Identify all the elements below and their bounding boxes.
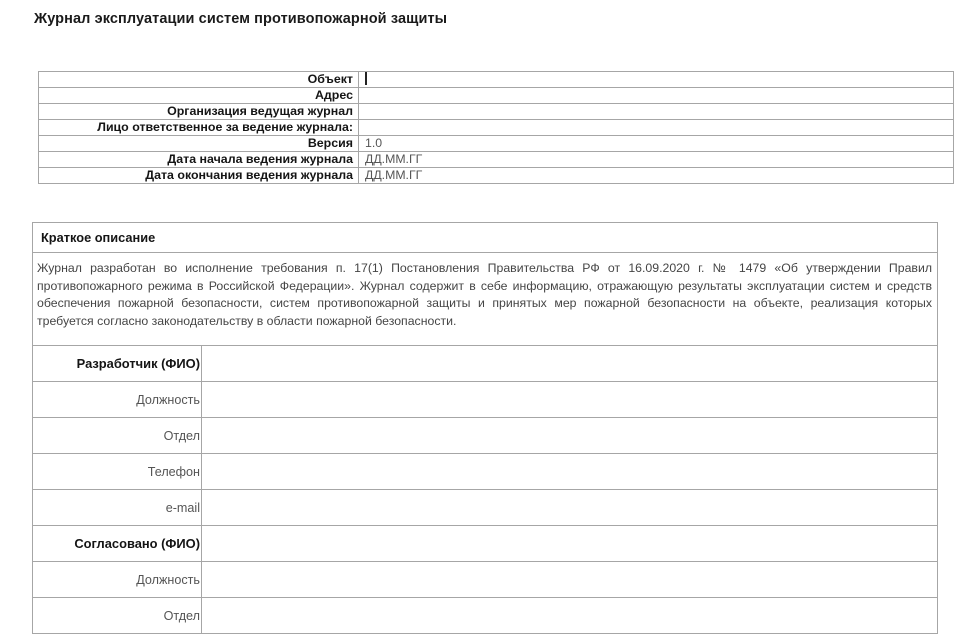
table-row — [39, 168, 954, 184]
people-label-developer-position: Должность — [33, 382, 202, 418]
meta-value-responsible-person[interactable] — [359, 120, 954, 136]
table-row — [39, 152, 954, 168]
short-description-table — [32, 222, 938, 358]
people-value-developer-position[interactable] — [202, 382, 938, 418]
table-row — [33, 454, 938, 490]
meta-label-address: Адрес — [39, 88, 359, 104]
meta-value-start-date[interactable]: ДД.ММ.ГГ — [359, 152, 954, 168]
people-label-developer-department: Отдел — [33, 418, 202, 454]
people-value-developer-department[interactable] — [202, 418, 938, 454]
table-row — [33, 598, 938, 634]
page-title: Журнал эксплуатации систем противопожарной защиты — [34, 11, 448, 27]
table-row — [33, 526, 938, 562]
table-row — [33, 253, 938, 358]
table-row — [39, 72, 954, 88]
people-value-developer-phone[interactable] — [202, 454, 938, 490]
table-row — [39, 88, 954, 104]
people-value-approver-department[interactable] — [202, 598, 938, 634]
meta-value-version[interactable]: 1.0 — [359, 136, 954, 152]
people-value-developer-email[interactable] — [202, 490, 938, 526]
short-description-table-body — [33, 223, 938, 358]
meta-value-organization[interactable] — [359, 104, 954, 120]
table-row — [33, 223, 938, 253]
meta-label-organization: Организация ведущая журнал — [39, 104, 359, 120]
meta-label-responsible-person: Лицо ответственное за ведение журнала: — [39, 120, 359, 136]
people-label-approver-position: Должность — [33, 562, 202, 598]
people-value-developer-name[interactable] — [202, 346, 938, 382]
people-label-approver-department: Отдел — [33, 598, 202, 634]
people-label-developer-name: Разработчик (ФИО) — [33, 346, 202, 382]
people-label-developer-phone: Телефон — [33, 454, 202, 490]
developer-approver-table — [32, 345, 938, 634]
meta-value-object[interactable] — [359, 72, 954, 88]
meta-label-version: Версия — [39, 136, 359, 152]
people-value-approver-name[interactable] — [202, 526, 938, 562]
meta-label-object: Объект — [39, 72, 359, 88]
people-label-developer-email: e-mail — [33, 490, 202, 526]
table-row — [33, 562, 938, 598]
meta-value-end-date[interactable]: ДД.ММ.ГГ — [359, 168, 954, 184]
table-row — [33, 418, 938, 454]
people-value-approver-position[interactable] — [202, 562, 938, 598]
short-description-heading: Краткое описание — [33, 223, 938, 253]
meta-value-address[interactable] — [359, 88, 954, 104]
meta-label-start-date: Дата начала ведения журнала — [39, 152, 359, 168]
table-row — [33, 382, 938, 418]
table-row — [39, 104, 954, 120]
journal-meta-table — [38, 71, 954, 184]
table-row — [39, 120, 954, 136]
text-caret-icon — [365, 72, 367, 85]
table-row — [33, 490, 938, 526]
table-row — [39, 136, 954, 152]
journal-meta-table-body — [39, 72, 954, 184]
developer-approver-table-body — [33, 346, 938, 634]
meta-label-end-date: Дата окончания ведения журнала — [39, 168, 359, 184]
table-row — [33, 346, 938, 382]
short-description-body: Журнал разработан во исполнение требования п. 17(1) Постановления Правительства РФ от 16.09.2020 г. № 1479 «Об утверждении Правил противопожарного режима в Российской Федерации». Журнал содержит в себе информацию, отражающую результаты эксплуатации систем и средств обеспечения пожарной безопасности, систем противопожарной защиты и принятых мер пожарной безопасности на объекте, реализация которых требуется согласно законодательству в области пожарной безопасности. — [33, 253, 938, 358]
people-label-approver-name: Согласовано (ФИО) — [33, 526, 202, 562]
